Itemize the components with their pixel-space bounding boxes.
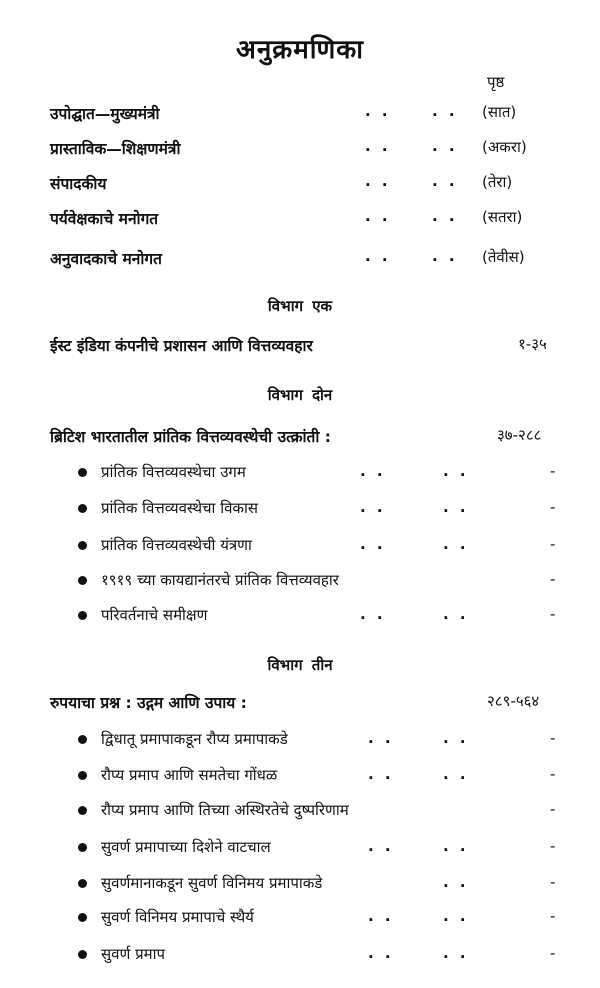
leader-dots: . .: [360, 605, 386, 623]
toc-part-label: रुपयाचा प्रश्न : उद्गम आणि उपाय :: [50, 694, 247, 712]
leader-dots: . .: [443, 535, 469, 553]
toc-subentry[interactable]: [0, 800, 600, 830]
toc-subentry-label: सुवर्ण प्रमाप: [101, 945, 166, 963]
toc-entry[interactable]: [0, 247, 600, 277]
toc-entry-page: (तेवीस): [482, 248, 525, 266]
toc-subentry-page: -: [550, 800, 556, 818]
bullet-icon: [78, 611, 87, 620]
page-title: अनुक्रमणिका: [235, 35, 365, 65]
toc-entry-page: (तेरा): [482, 173, 513, 191]
toc-subentry[interactable]: [0, 570, 600, 600]
leader-dots: . .: [432, 137, 458, 155]
toc-part-label: ब्रिटिश भारतातील प्रांतिक वित्तव्यवस्थेची उत्क्रांती :: [50, 428, 331, 446]
leader-dots: . .: [365, 102, 391, 120]
toc-subentry-page: -: [550, 462, 556, 480]
toc-subentry[interactable]: [0, 498, 600, 528]
toc-entry[interactable]: [0, 172, 600, 202]
leader-dots: . .: [365, 247, 391, 265]
toc-subentry-label: प्रांतिक वित्तव्यवस्थेचा उगम: [101, 463, 246, 481]
leader-dots: . .: [443, 907, 469, 925]
toc-subentry-label: सुवर्ण प्रमापाच्या दिशेने वाटचाल: [101, 838, 271, 856]
toc-subentry-label: परिवर्तनाचे समीक्षण: [101, 606, 208, 624]
toc-subentry[interactable]: [0, 462, 600, 492]
toc-entry-label: अनुवादकाचे मनोगत: [50, 250, 162, 268]
bullet-icon: [78, 504, 87, 513]
toc-subentry-page: -: [550, 907, 556, 925]
toc-entry-label: संपादकीय: [50, 175, 107, 193]
leader-dots: . .: [368, 907, 394, 925]
toc-part[interactable]: [0, 691, 600, 721]
toc-entry[interactable]: [0, 207, 600, 237]
bullet-icon: [78, 541, 87, 550]
leader-dots: . .: [443, 729, 469, 747]
toc-entry-page: (सात): [482, 103, 517, 121]
leader-dots: . .: [360, 462, 386, 480]
toc-subentry[interactable]: [0, 605, 600, 635]
bullet-icon: [78, 468, 87, 477]
section-heading: विभाग दोन: [267, 386, 333, 404]
toc-subentry-page: -: [550, 605, 556, 623]
toc-entry-label: प्रास्ताविक—शिक्षणमंत्री: [50, 140, 181, 158]
toc-subentry[interactable]: [0, 765, 600, 795]
leader-dots: . .: [432, 207, 458, 225]
toc-subentry-label: प्रांतिक वित्तव्यवस्थेचा विकास: [101, 499, 258, 517]
section-heading: विभाग तीन: [267, 656, 333, 674]
toc-part-page: १-३५: [518, 335, 547, 353]
leader-dots: . .: [360, 535, 386, 553]
toc-subentry[interactable]: [0, 535, 600, 565]
toc-subentry[interactable]: [0, 873, 600, 903]
bullet-icon: [78, 771, 87, 780]
bullet-icon: [78, 913, 87, 922]
toc-entry-label: उपोद्घात—मुख्यमंत्री: [50, 105, 160, 123]
toc-subentry-label: सुवर्ण विनिमय प्रमापाचे स्थैर्य: [101, 908, 254, 926]
toc-subentry-page: -: [550, 570, 556, 588]
bullet-icon: [78, 950, 87, 959]
bullet-icon: [78, 843, 87, 852]
toc-part[interactable]: [0, 334, 600, 364]
toc-subentry-label: प्रांतिक वित्तव्यवस्थेची यंत्रणा: [101, 536, 252, 554]
leader-dots: . .: [368, 944, 394, 962]
leader-dots: . .: [360, 498, 386, 516]
toc-subentry[interactable]: [0, 907, 600, 937]
toc-subentry-page: -: [550, 944, 556, 962]
toc-part-page: २८९-५६४: [487, 692, 540, 710]
leader-dots: . .: [443, 837, 469, 855]
leader-dots: . .: [432, 102, 458, 120]
toc-subentry[interactable]: [0, 944, 600, 974]
leader-dots: . .: [443, 873, 469, 891]
leader-dots: . .: [365, 137, 391, 155]
toc-entry-page: (अकरा): [482, 138, 527, 156]
toc-subentry-label: १९१९ च्या कायद्यानंतरचे प्रांतिक वित्तव्यवहार: [101, 571, 339, 589]
toc-entry[interactable]: [0, 102, 600, 132]
leader-dots: . .: [443, 462, 469, 480]
toc-entry-label: पर्यवेक्षकाचे मनोगत: [50, 210, 159, 228]
leader-dots: . .: [368, 729, 394, 747]
toc-subentry-page: -: [550, 765, 556, 783]
toc-subentry-label: द्विधातू प्रमापाकडून रौप्य प्रमापाकडे: [101, 730, 288, 748]
leader-dots: . .: [443, 765, 469, 783]
toc-subentry-label: रौप्य प्रमाप आणि समतेचा गोंधळ: [101, 766, 278, 784]
leader-dots: . .: [432, 247, 458, 265]
toc-part-page: ३७-२८८: [497, 426, 542, 444]
leader-dots: . .: [368, 765, 394, 783]
leader-dots: . .: [443, 605, 469, 623]
page-column-header: पृष्ठ: [487, 73, 505, 91]
leader-dots: . .: [365, 207, 391, 225]
toc-subentry[interactable]: [0, 729, 600, 759]
bullet-icon: [78, 806, 87, 815]
leader-dots: . .: [443, 498, 469, 516]
leader-dots: . .: [432, 172, 458, 190]
toc-part-label: ईस्ट इंडिया कंपनीचे प्रशासन आणि वित्तव्यवहार: [50, 337, 313, 355]
toc-part[interactable]: [0, 425, 600, 455]
toc-subentry-label: सुवर्णमानाकडून सुवर्ण विनिमय प्रमापाकडे: [101, 874, 323, 892]
toc-subentry-page: -: [550, 837, 556, 855]
bullet-icon: [78, 879, 87, 888]
toc-subentry[interactable]: [0, 837, 600, 867]
toc-subentry-page: -: [550, 535, 556, 553]
leader-dots: . .: [368, 837, 394, 855]
bullet-icon: [78, 735, 87, 744]
bullet-icon: [78, 576, 87, 585]
leader-dots: . .: [443, 944, 469, 962]
toc-entry-page: (सतरा): [482, 208, 523, 226]
toc-entry[interactable]: [0, 137, 600, 167]
toc-subentry-page: -: [550, 498, 556, 516]
toc-subentry-page: -: [550, 873, 556, 891]
toc-subentry-page: -: [550, 729, 556, 747]
section-heading: विभाग एक: [267, 297, 333, 315]
leader-dots: . .: [365, 172, 391, 190]
toc-subentry-label: रौप्य प्रमाप आणि तिच्या अस्थिरतेचे दुष्परिणाम: [101, 801, 349, 819]
